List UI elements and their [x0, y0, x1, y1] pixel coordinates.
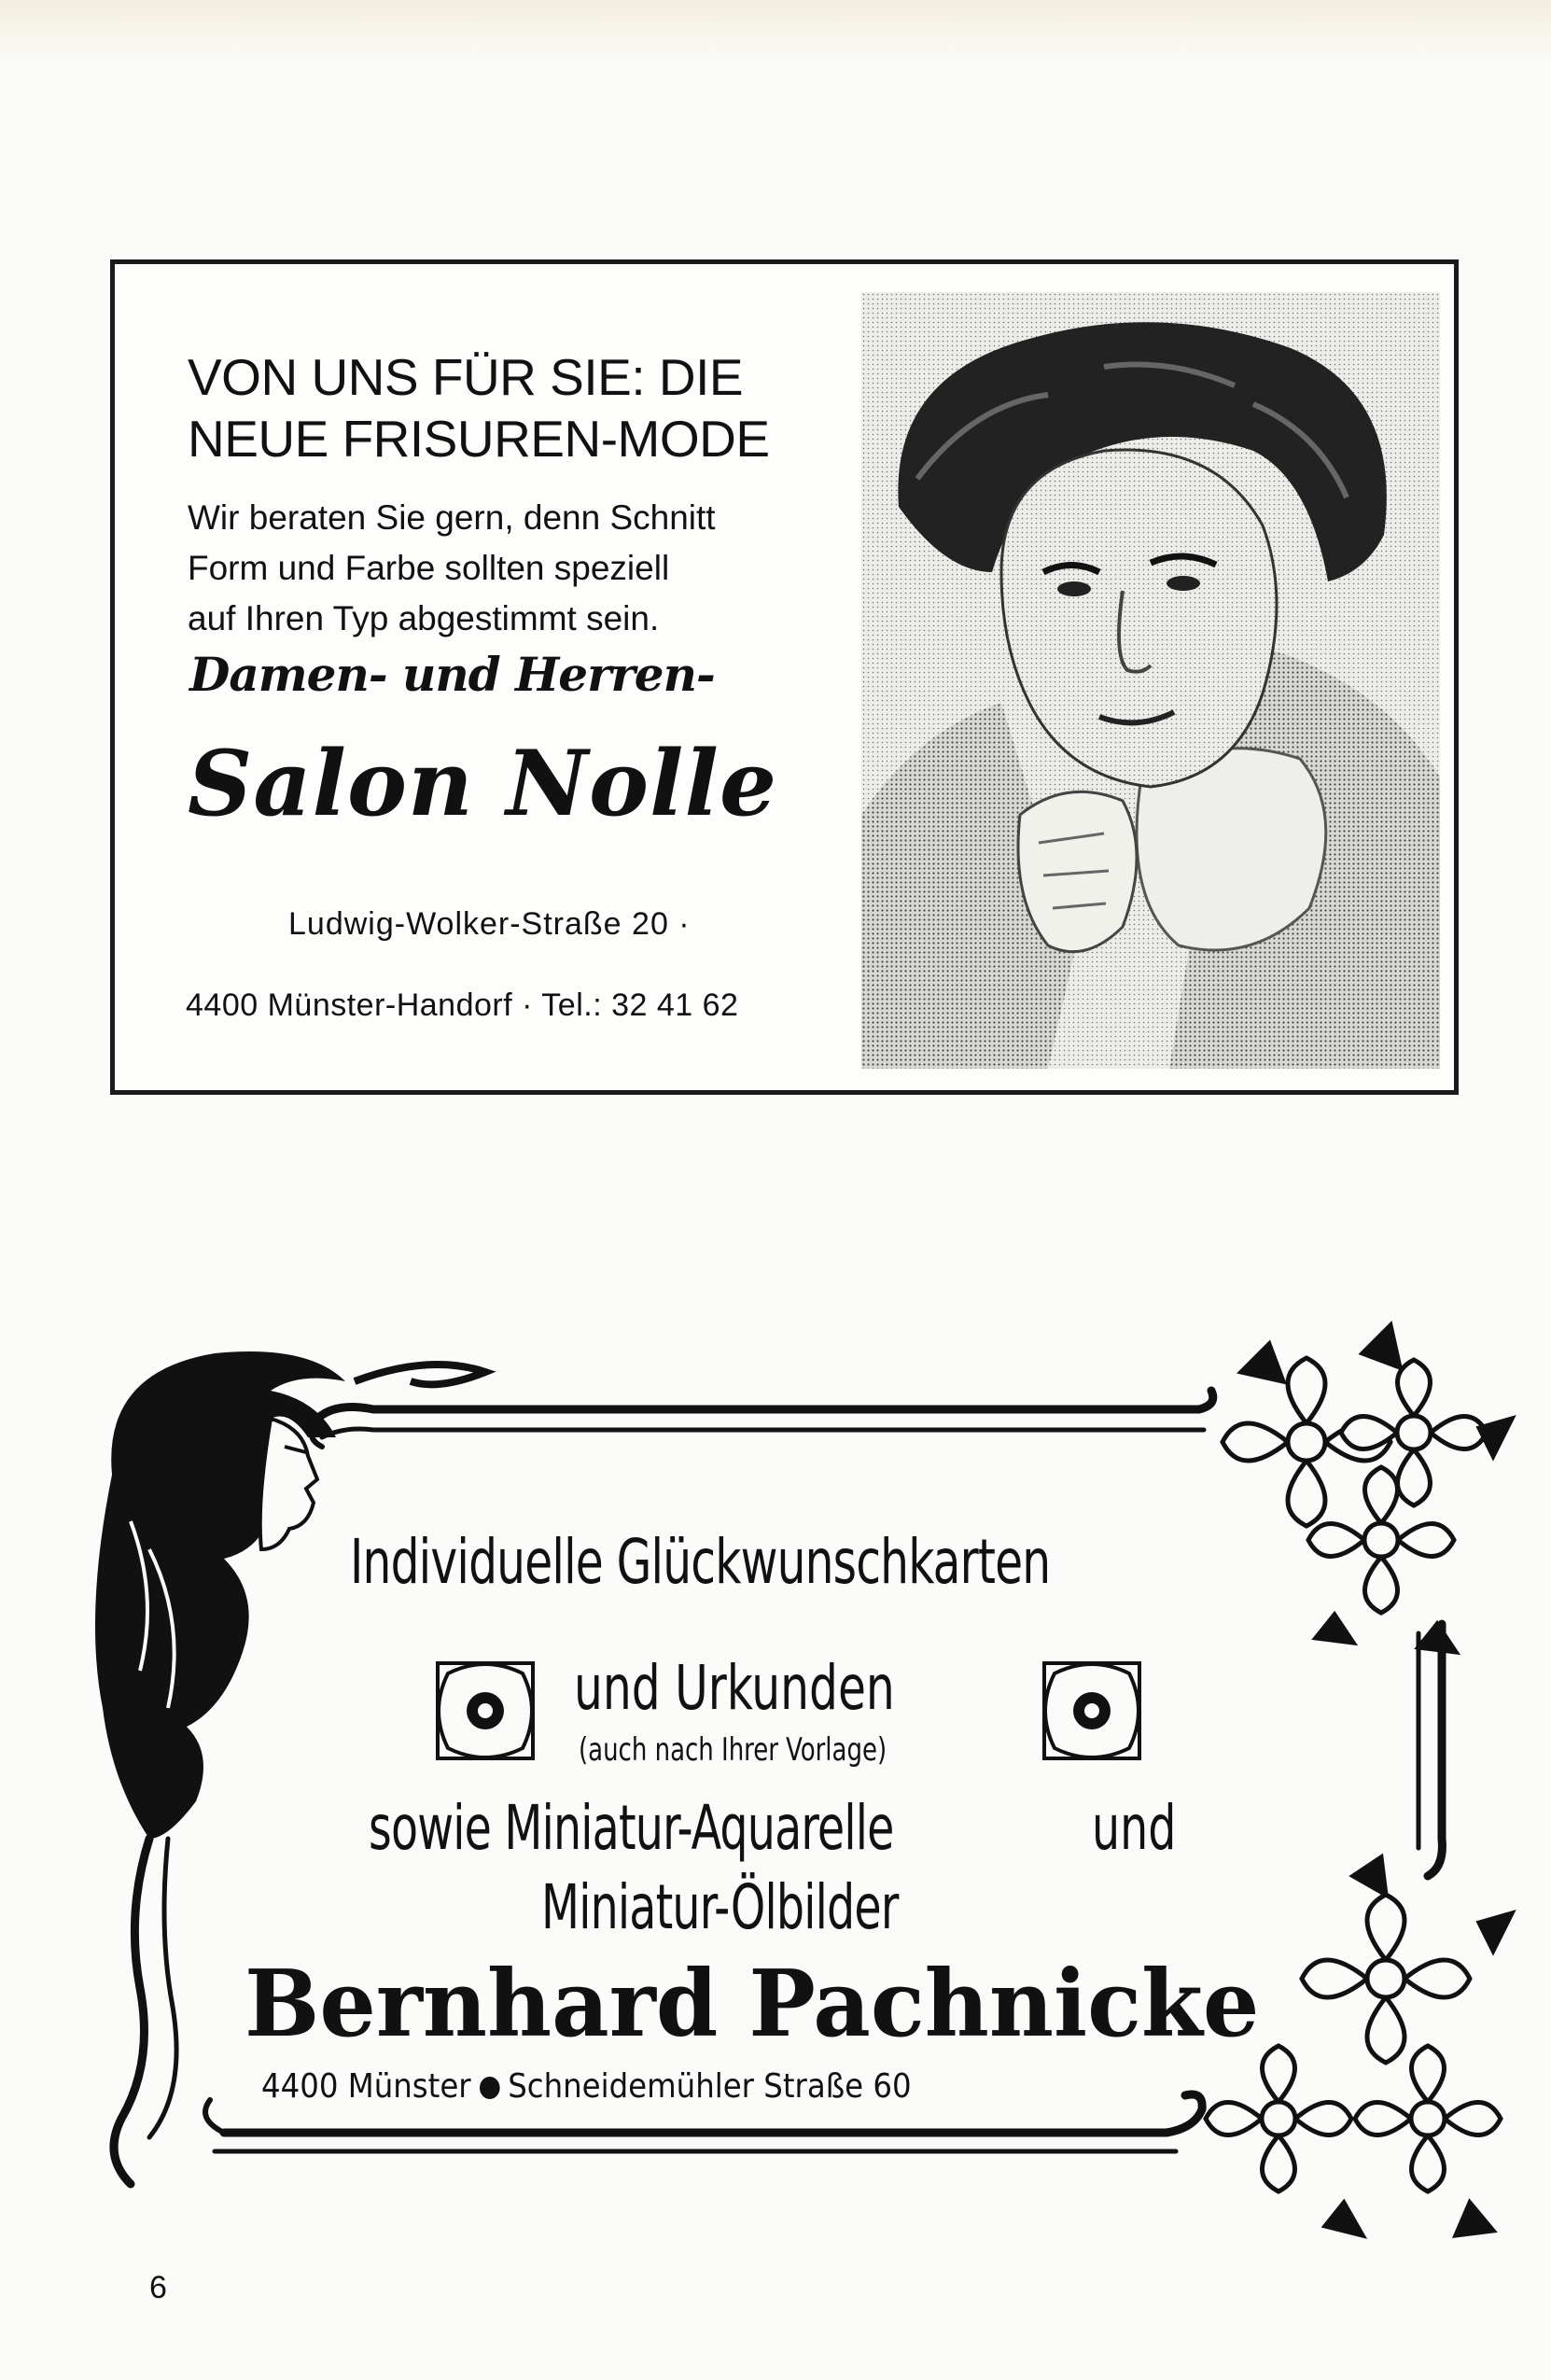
ad-body	[188, 493, 859, 644]
body-line-2: Form und Farbe sollten speziell	[188, 549, 670, 587]
pachnicke-street: Schneidemühler Straße 60	[508, 2067, 912, 2106]
salon-nolle-ad	[110, 259, 1459, 1095]
art-nouveau-frame	[37, 1316, 1530, 2259]
ornament-medallion-icon	[434, 1659, 537, 1762]
pachnicke-name: Bernhard Pachnicke	[245, 1951, 1260, 2058]
salon-street: Ludwig-Wolker-Straße 20 ·	[288, 906, 691, 942]
page-number: 6	[149, 2270, 167, 2305]
salon-name: Salon Nolle	[188, 731, 778, 836]
pachnicke-line-4: Miniatur-Ölbilder	[541, 1871, 899, 1943]
pachnicke-line-3: sowie Miniatur-Aquarelle	[369, 1792, 894, 1864]
pachnicke-line-1: Individuelle Glückwunschkarten	[350, 1526, 1051, 1598]
pachnicke-line-2: und Urkunden	[574, 1652, 895, 1724]
body-line-3: auf Ihren Typ abgestimmt sein.	[188, 599, 660, 637]
pachnicke-ad	[37, 1316, 1530, 2259]
pachnicke-city: 4400 Münster	[261, 2067, 471, 2106]
headline-line-1: VON UNS FÜR SIE: DIE	[188, 348, 744, 406]
pachnicke-address	[261, 2067, 912, 2106]
headline-line-2: NEUE FRISUREN-MODE	[188, 410, 770, 468]
ad-headline	[188, 346, 897, 469]
flower-cluster-icon	[1223, 1325, 1512, 1652]
scan-edge	[0, 0, 1551, 65]
pachnicke-line-3-end: und	[1092, 1792, 1177, 1864]
salon-city-phone: 4400 Münster-Handorf · Tel.: 32 41 62	[186, 987, 739, 1023]
ornament-medallion-icon	[1041, 1659, 1143, 1762]
body-line-1: Wir beraten Sie gern, denn Schnitt	[188, 498, 716, 537]
portrait-photo	[861, 292, 1440, 1069]
pachnicke-line-2-note: (auch nach Ihrer Vorlage)	[579, 1731, 887, 1769]
bullet-icon	[480, 2077, 500, 2099]
salon-kind: Damen- und Herren-	[189, 647, 715, 702]
